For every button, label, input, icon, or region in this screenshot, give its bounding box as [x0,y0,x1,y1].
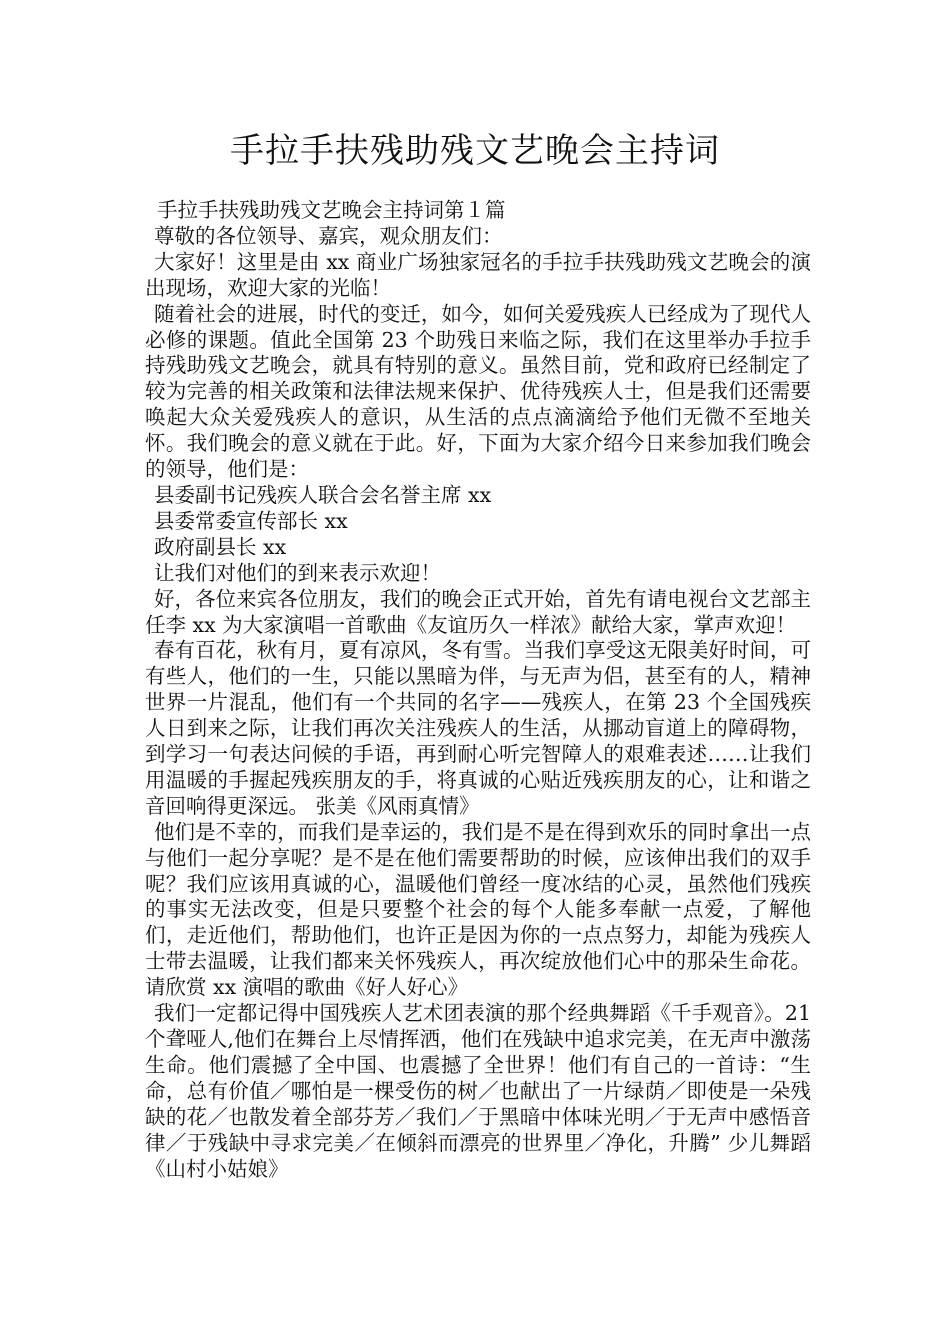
document-body [145,198,811,1182]
section-heading: 手拉手扶残助残文艺晚会主持词第１篇 [157,198,506,222]
paragraph: 我们一定都记得中国残疾人艺术团表演的那个经典舞蹈《千手观音》。21 个聋哑人,他们在舞台上尽情挥洒，他们在残缺中追求完美，在无声中激荡生命。他们震撼了全中国、也震撼了全世界！他们有自己的一首诗：“生命，总有价值／哪怕是一棵受伤的树／也献出了一片绿荫／即使是一朵残缺的花／也散发着全部芬芳／我们／于黑暗中体味光明／于无声中感悟音律／于残缺中寻求完美／在倾斜而漂亮的世界里／净化，升腾” 少儿舞蹈《山村小姑娘》 [145,1001,811,1181]
paragraph: 他们是不幸的，而我们是幸运的，我们是不是在得到欢乐的同时拿出一点与他们一起分享呢？是不是在他们需要帮助的时候，应该伸出我们的双手呢？我们应该用真诚的心，温暖他们曾经一度冰结的心灵，虽然他们残疾的事实无法改变，但是只要整个社会的每个人能多奉献一点爱，了解他们，走近他们，帮助他们，也许正是因为你的一点点努力，却能为残疾人士带去温暖，让我们都来关怀残疾人，再次绽放他们心中的那朵生命花。请欣赏 xx 演唱的歌曲《好人好心》 [145,819,811,1000]
paragraph: 让我们对他们的到来表示欢迎！ [154,560,441,585]
paragraph: 随着社会的进展，时代的变迁，如今，如何关爱残疾人已经成为了现代人必修的课题。值此全国第 23 个助残日来临之际，我们在这里举办手拉手持残助残文艺晚会，就具有特别的意义。虽然目前，党和政府已经制定了较为完善的相关政策和法律法规来保护、优待残疾人士，但是我们还需要唤起大众关爱残疾人的意识，从生活的点点滴滴给予他们无微不至地关怀。我们晚会的意义就在于此。好，下面为大家介绍今日来参加我们晚会的领导，他们是： [145,301,811,482]
paragraph: 春有百花，秋有月，夏有凉风，冬有雪。当我们享受这无限美好时间，可有些人，他们的一生，只能以黑暗为伴，与无声为侣，甚至有的人，精神世界一片混乱，他们有一个共同的名字——残疾人，在第 23 个全国残疾人日到来之际，让我们再次关注残疾人的生活，从挪动盲道上的障碍物，到学习一句表达问候的手语，再到耐心听完智障人的艰难表述……让我们用温暖的手握起残疾朋友的手，将真诚的心贴近残疾朋友的心，让和谐之音回响得更深远。 张美《风雨真情》 [145,638,811,818]
paragraph: 政府副县长 xx [154,534,287,559]
paragraph: 好，各位来宾各位朋友，我们的晚会正式开始，首先有请电视台文艺部主任李 xx 为大家演唱一首歌曲《友谊历久一样浓》献给大家，掌声欢迎！ [145,586,811,637]
paragraph: 大家好！这里是由 xx 商业广场独家冠名的手拉手扶残助残文艺晚会的演出现场，欢迎大家的光临！ [145,249,811,300]
paragraph: 县委常委宣传部长 xx [154,508,348,533]
paragraph: 尊敬的各位领导、嘉宾，观众朋友们： [154,223,503,248]
paragraph: 县委副书记残疾人联合会名誉主席 xx [154,482,492,507]
document-title: 手拉手扶残助残文艺晚会主持词 [230,131,720,171]
